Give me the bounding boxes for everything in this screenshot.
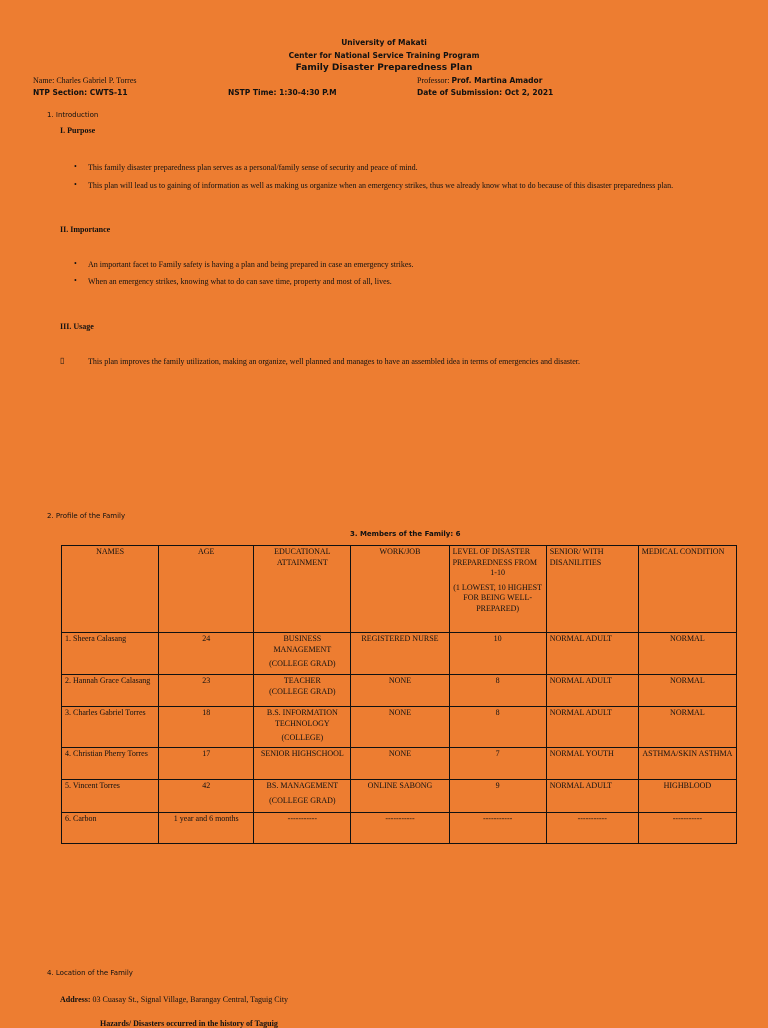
nstp-time: NSTP Time: 1:30-4:30 P.M	[228, 88, 337, 97]
member-name: 6. Carbon	[62, 813, 159, 844]
profile-heading: 2. Profile of the Family	[47, 512, 126, 520]
bullet-icon: •	[74, 276, 77, 285]
table-row	[62, 780, 737, 813]
education-status: (COLLEGE GRAD)	[269, 795, 336, 805]
member-work: NONE	[351, 748, 449, 780]
members-heading: 3. Members of the Family: 6	[350, 530, 461, 538]
member-medical: ASTHMA/SKIN ASTHMA	[638, 748, 736, 780]
university-name: University of Makati	[341, 38, 427, 47]
member-education	[254, 707, 351, 748]
member-senior-status: NORMAL ADULT	[546, 780, 638, 813]
table-row	[62, 633, 737, 675]
member-name: 1. Sheera Calasang	[62, 633, 159, 675]
address-label: Address:	[60, 995, 91, 1004]
member-name: 3. Charles Gabriel Torres	[62, 707, 159, 748]
usage-heading: III. Usage	[60, 322, 94, 331]
member-preparedness: -----------	[449, 813, 546, 844]
member-education	[254, 780, 351, 813]
column-header-medical: MEDICAL CONDITION	[638, 546, 736, 633]
column-header-age: AGE	[159, 546, 254, 633]
member-senior-status: NORMAL YOUTH	[546, 748, 638, 780]
hazards-heading: Hazards/ Disasters occurred in the history of Taguig	[100, 1019, 278, 1028]
member-age: 24	[159, 633, 254, 675]
preparedness-header-line1: LEVEL OF DISASTER PREPAREDNESS FROM	[452, 547, 537, 567]
family-members-table	[61, 545, 737, 844]
document-title: Family Disaster Preparedness Plan	[295, 63, 473, 73]
bullet-icon: •	[74, 162, 77, 171]
member-name: 4. Christian Pherry Torres	[62, 748, 159, 780]
member-name: 5. Vincent Torres	[62, 780, 159, 813]
submission-date: Date of Submission: Oct 2, 2021	[417, 88, 554, 97]
member-preparedness: 10	[449, 633, 546, 675]
member-preparedness: 8	[449, 675, 546, 707]
professor-label: Professor:	[417, 76, 450, 85]
education-degree: BUSINESS MANAGEMENT	[273, 634, 332, 654]
member-work: -----------	[351, 813, 449, 844]
bullet-icon: •	[74, 180, 77, 189]
education-status: (COLLEGE)	[281, 733, 324, 742]
importance-heading: II. Importance	[60, 225, 111, 234]
member-senior-status: NORMAL ADULT	[546, 633, 638, 675]
member-preparedness: 9	[449, 780, 546, 813]
education-degree: SENIOR HIGHSCHOOL	[260, 749, 344, 758]
column-header-work: WORK/JOB	[351, 546, 449, 633]
member-age: 17	[159, 748, 254, 780]
member-medical: NORMAL	[638, 633, 736, 675]
purpose-heading: I. Purpose	[60, 126, 96, 135]
member-education	[254, 748, 351, 780]
member-medical: NORMAL	[638, 707, 736, 748]
introduction-heading: 1. Introduction	[47, 111, 99, 119]
member-age: 42	[159, 780, 254, 813]
member-senior-status: NORMAL ADULT	[546, 707, 638, 748]
preparedness-header-line2: 1-10	[490, 568, 505, 577]
column-header-education: EDUCATIONAL ATTAINMENT	[254, 546, 351, 633]
table-header-row	[62, 546, 737, 633]
member-name: 2. Hannah Grace Calasang	[62, 675, 159, 707]
address-value: 03 Cuasay St., Signal Village, Barangay Central, Taguig City	[92, 995, 289, 1004]
table-row	[62, 675, 737, 707]
member-work: REGISTERED NURSE	[351, 633, 449, 675]
address-line	[60, 995, 288, 1004]
member-preparedness: 7	[449, 748, 546, 780]
member-education: -----------	[254, 813, 351, 844]
member-work: ONLINE SABONG	[351, 780, 449, 813]
checkbox-bullet-icon: ▯	[60, 356, 65, 365]
member-work: NONE	[351, 675, 449, 707]
center-name: Center for National Service Training Program	[288, 51, 480, 60]
member-age: 23	[159, 675, 254, 707]
member-education	[254, 633, 351, 675]
member-preparedness: 8	[449, 707, 546, 748]
education-degree: TEACHER	[283, 676, 321, 685]
member-medical: HIGHBLOOD	[638, 780, 736, 813]
member-age: 1 year and 6 months	[159, 813, 254, 844]
member-senior-status: -----------	[546, 813, 638, 844]
ntp-section: NTP Section: CWTS-11	[33, 88, 128, 97]
education-status: (COLLEGE GRAD)	[269, 659, 336, 668]
member-education	[254, 675, 351, 707]
purpose-item: This family disaster preparedness plan serves as a personal/family sense of security and peace of mind.	[88, 163, 418, 172]
education-degree: B.S. INFORMATION TECHNOLOGY	[266, 708, 338, 728]
usage-item: This plan improves the family utilization, making an organize, well planned and manages to have an assembled idea in terms of emergencies and disaster.	[88, 357, 581, 366]
table-row	[62, 813, 737, 844]
importance-item: When an emergency strikes, knowing what to do can save time, property and most of all, lives.	[88, 277, 392, 286]
member-age: 18	[159, 707, 254, 748]
member-work: NONE	[351, 707, 449, 748]
location-heading: 4. Location of the Family	[47, 969, 133, 977]
preparedness-header-line3: (1 LOWEST, 10 HIGHEST FOR BEING WELL-PREPARED)	[453, 582, 542, 613]
member-senior-status: NORMAL ADULT	[546, 675, 638, 707]
education-degree: BS. MANAGEMENT	[266, 781, 339, 790]
student-name: Name: Charles Gabriel P. Torres	[33, 76, 137, 85]
member-medical: -----------	[638, 813, 736, 844]
table-row	[62, 748, 737, 780]
column-header-senior: SENIOR/ WITH DISANILITIES	[546, 546, 638, 633]
bullet-icon: •	[74, 259, 77, 268]
professor-field	[417, 76, 542, 85]
column-header-names: NAMES	[62, 546, 159, 633]
table-row	[62, 707, 737, 748]
education-status: (COLLEGE GRAD)	[269, 686, 336, 696]
member-medical: NORMAL	[638, 675, 736, 707]
purpose-item: This plan will lead us to gaining of information as well as making us organize when an emergency strikes, thus we already know what to do because of this disaster preparedness plan.	[88, 181, 674, 190]
importance-item: An important facet to Family safety is having a plan and being prepared in case an emergency strikes.	[88, 260, 414, 269]
column-header-preparedness	[449, 546, 546, 633]
professor-name: Prof. Martina Amador	[451, 76, 543, 85]
